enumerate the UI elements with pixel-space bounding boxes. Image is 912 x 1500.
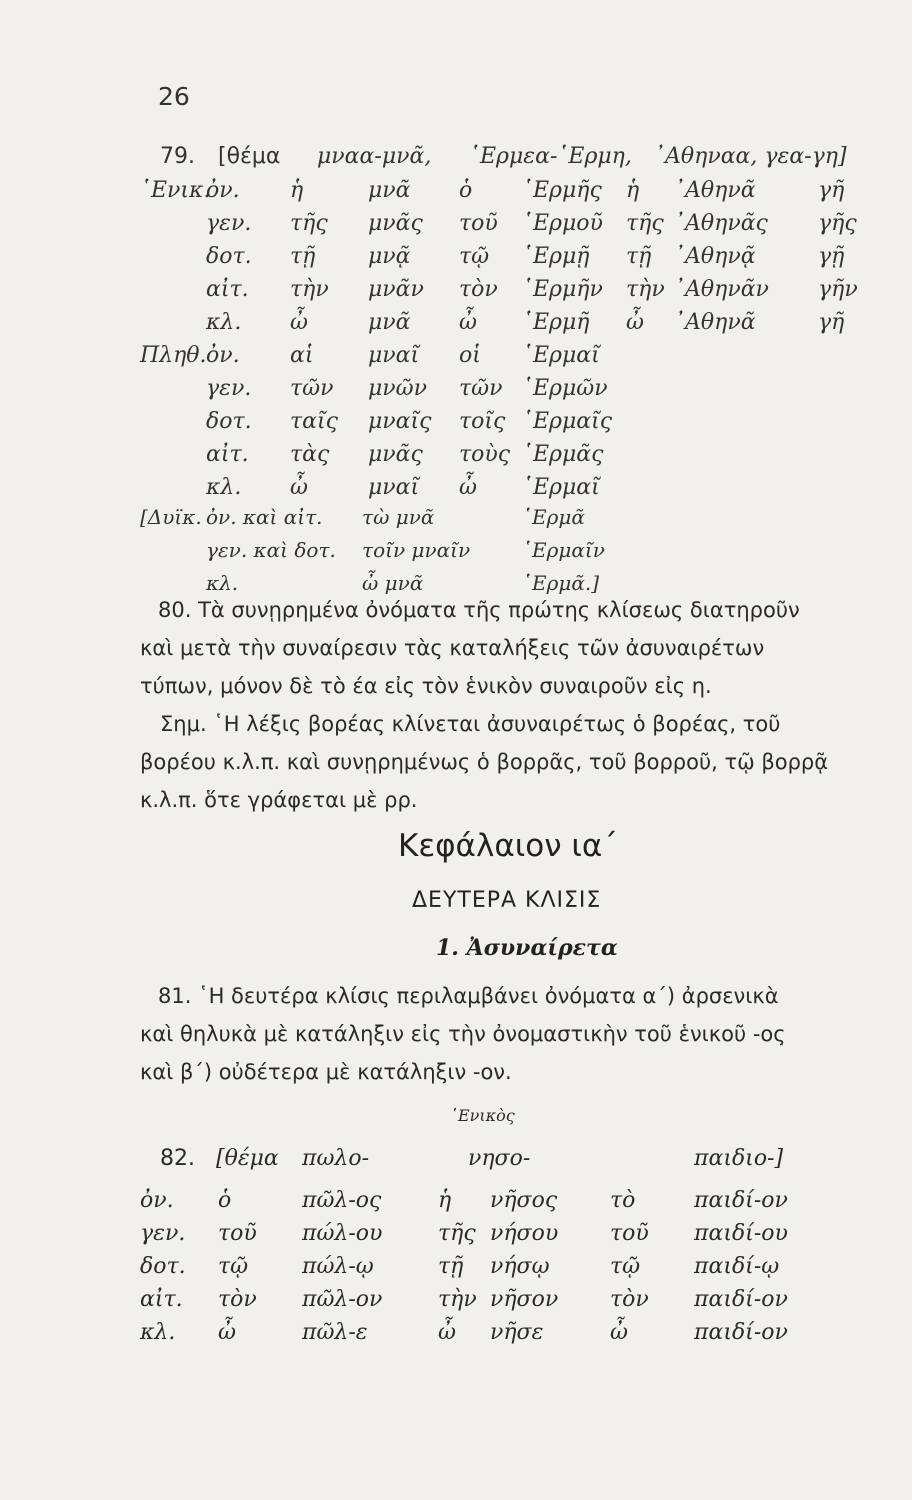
table-cell: τῇ [438, 1254, 464, 1279]
table-cell: τὰς [290, 442, 330, 467]
table-cell: μναῖς [368, 409, 432, 434]
text-line: καὶ μετὰ τὴν συναίρεσιν τὰς καταλήξεις τῶν ἀσυναιρέτων [140, 636, 765, 660]
table-cell: ῾Ερμαῖν [522, 538, 605, 562]
note-line: Σημ. ῾Η λέξις βορέας κλίνεται ἀσυναιρέτως ὁ βορέας, τοῦ [160, 712, 781, 736]
table-cell: ῾Ερμοῦ [522, 211, 603, 236]
table-cell: μνᾷ [368, 244, 411, 269]
table-cell: ῾Ερμῆ [522, 310, 590, 335]
table-cell: ῾Ερμῆς [522, 178, 602, 203]
table-cell: ῾Ερμᾶ [522, 505, 585, 529]
case-label: γεν. [206, 376, 252, 401]
table-cell: ὀν. καὶ αἰτ. [206, 505, 323, 529]
table-cell: ὦ [218, 1320, 236, 1345]
table-cell: τῆς [290, 211, 328, 236]
table-cell: τὸν [610, 1287, 649, 1312]
case-label: γεν. [206, 211, 252, 236]
table-cell: νήσου [490, 1221, 559, 1246]
header-stem: ᾿Αθηναα, γεα-γη] [654, 144, 847, 169]
table-cell: τῷ [610, 1254, 641, 1279]
table-cell: ὦ [459, 310, 477, 335]
header-stem: παιδιο-] [694, 1146, 784, 1171]
table-cell: ὁ [218, 1188, 232, 1213]
table-cell: τῇ [626, 244, 652, 269]
table-cell: παιδί-ον [694, 1188, 788, 1213]
table-cell: πῶλ-ε [302, 1320, 368, 1345]
table-cell: ὁ [459, 178, 473, 203]
table-cell: τὴν [290, 277, 329, 302]
case-label: κλ. [140, 1320, 176, 1345]
table-cell: γῆ [818, 310, 845, 335]
table-cell: πώλ-ῳ [302, 1254, 374, 1279]
text-line: καὶ θηλυκὰ μὲ κατάληξιν εἰς τὴν ὀνομαστικὴν τοῦ ἑνικοῦ -ος [140, 1022, 786, 1046]
table-cell: πῶλ-ον [302, 1287, 383, 1312]
header-label: [θέμα [216, 1146, 279, 1171]
table-cell: ὦ μνᾶ [362, 571, 424, 595]
table-cell: τὴν [438, 1287, 477, 1312]
number-label: Πληθ. [140, 343, 207, 368]
table-cell: ὦ [626, 310, 644, 335]
chapter-title: Κεφάλαιον ια΄ [398, 828, 618, 864]
table-cell: ῾Ερμῆν [522, 277, 603, 302]
table-cell: τῆς [438, 1221, 476, 1246]
table-cell: νῆσε [490, 1320, 544, 1345]
note-line: βορέου κ.λ.π. καὶ συνῃρημένως ὁ βορρᾶς, τοῦ βορροῦ, τῷ βορρᾷ [140, 750, 829, 774]
table-cell: παιδί-ῳ [694, 1254, 780, 1279]
table-cell: γῆς [818, 211, 857, 236]
case-label: κλ. [206, 310, 242, 335]
table-cell: ῾Ερμῶν [522, 376, 608, 401]
table-cell: ῾Ερμαῖς [522, 409, 613, 434]
case-label: αἰτ. [206, 442, 249, 467]
text-line: 80. Τὰ συνῃρημένα ὀνόματα τῆς πρώτης κλίσεως διατηροῦν [158, 598, 800, 622]
table-cell: τῶν [290, 376, 334, 401]
table-cell: μνᾶ [368, 310, 411, 335]
text-line: τύπων, μόνον δὲ τὸ έα εἰς τὸν ἑνικὸν συναιροῦν εἰς η. [140, 674, 712, 698]
table-cell: τῷ [218, 1254, 249, 1279]
case-label: δοτ. [140, 1254, 186, 1279]
table-cell: ῾Ερμῇ [522, 244, 590, 269]
header-stem: νησο- [468, 1146, 531, 1171]
table-cell: νήσῳ [490, 1254, 550, 1279]
table-cell: νῆσος [490, 1188, 558, 1213]
case-label: ὀν. [140, 1188, 174, 1213]
table-cell: πῶλ-ος [302, 1188, 382, 1213]
table-cell: ῾Ερμᾶς [522, 442, 604, 467]
table-cell: ὦ [459, 475, 477, 500]
table-cell: ταῖς [290, 409, 338, 434]
table-cell: τῷ [459, 244, 490, 269]
case-label: δοτ. [206, 409, 252, 434]
table-cell: ἡ [626, 178, 640, 203]
table-cell: γῇ [818, 244, 845, 269]
table-cell: τοῦ [218, 1221, 257, 1246]
text-line: καὶ β΄) οὐδέτερα μὲ κατάληξιν -ον. [140, 1060, 512, 1084]
table-cell: ὦ [290, 475, 308, 500]
table-cell: τὸν [218, 1287, 257, 1312]
table-cell: ᾿Αθηνᾷ [674, 244, 756, 269]
table-cell: κλ. [206, 571, 239, 595]
note-line: κ.λ.π. ὅτε γράφεται μὲ ρρ. [140, 788, 418, 812]
number-label: [Δυϊκ. [140, 505, 202, 529]
table-cell: τὴν [626, 277, 665, 302]
table-cell: γῆν [818, 277, 858, 302]
table-cell: ἡ [438, 1188, 452, 1213]
table-caption: ῾Ενικὸς [450, 1106, 515, 1125]
table-cell: μνᾶ [368, 178, 411, 203]
text-line: 81. ῾Η δευτέρα κλίσις περιλαμβάνει ὀνόματα α΄) ἀρσενικὰ [158, 984, 779, 1008]
table-cell: μναῖ [368, 475, 420, 500]
header-stem: πωλο- [302, 1146, 370, 1171]
table-cell: ὦ [610, 1320, 628, 1345]
table-cell: μναῖ [368, 343, 420, 368]
table-cell: παιδί-ου [694, 1221, 788, 1246]
table-cell: τῆς [626, 211, 664, 236]
page-number: 26 [158, 82, 190, 111]
table-cell: τῇ [290, 244, 316, 269]
section-title: 1. Ἀσυναίρετα [436, 935, 618, 961]
table-cell: πώλ-ου [302, 1221, 383, 1246]
table-cell: τοῦ [459, 211, 498, 236]
table-cell: τοῖς [459, 409, 506, 434]
paragraph-number: 82. [160, 1146, 195, 1171]
table-cell: ᾿Αθηνᾶ [674, 310, 756, 335]
case-label: αἰτ. [206, 277, 249, 302]
header-label: [θέμα [218, 144, 281, 169]
table-cell: γῆ [818, 178, 845, 203]
case-label: ὀν. [206, 343, 240, 368]
table-cell: ἡ [290, 178, 304, 203]
table-cell: μνᾶς [368, 211, 423, 236]
case-label: κλ. [206, 475, 242, 500]
table-cell: ῾Ερμαῖ [522, 343, 600, 368]
case-label: γεν. [140, 1221, 186, 1246]
table-cell: αἱ [290, 343, 314, 368]
case-label: δοτ. [206, 244, 252, 269]
table-cell: ᾿Αθηνᾶν [674, 277, 769, 302]
number-label: ῾Ενικ. [140, 178, 211, 203]
table-cell: τὸ [610, 1188, 636, 1213]
table-cell: μνᾶς [368, 442, 423, 467]
table-cell: τοῖν μναῖν [362, 538, 471, 562]
table-cell: ὦ [438, 1320, 456, 1345]
table-cell: ῾Ερμαῖ [522, 475, 600, 500]
table-cell: τὸν [459, 277, 498, 302]
header-stem: μναα-μνᾶ, [317, 144, 432, 169]
case-label: ὀν. [206, 178, 240, 203]
table-cell: παιδί-ον [694, 1320, 788, 1345]
table-cell: τῶν [459, 376, 503, 401]
table-cell: νῆσον [490, 1287, 559, 1312]
declension-title: ΔΕΥΤΕΡΑ ΚΛΙΣΙΣ [412, 888, 602, 913]
table-cell: μνῶν [368, 376, 427, 401]
table-cell: γεν. καὶ δοτ. [206, 538, 336, 562]
table-cell: ῾Ερμᾶ.] [522, 571, 600, 595]
header-stem: ῾Ερμεα-῾Ερμη, [469, 144, 632, 169]
table-cell: τὼ μνᾶ [362, 505, 435, 529]
table-cell: ᾿Αθηνᾶ [674, 178, 756, 203]
table-cell: μνᾶν [368, 277, 424, 302]
table-cell: οἱ [459, 343, 481, 368]
table-cell: ᾿Αθηνᾶς [674, 211, 768, 236]
table-cell: παιδί-ον [694, 1287, 788, 1312]
table-cell: τοῦ [610, 1221, 649, 1246]
paragraph-number: 79. [160, 144, 195, 169]
case-label: αἰτ. [140, 1287, 183, 1312]
table-cell: τοὺς [459, 442, 511, 467]
table-cell: ὦ [290, 310, 308, 335]
